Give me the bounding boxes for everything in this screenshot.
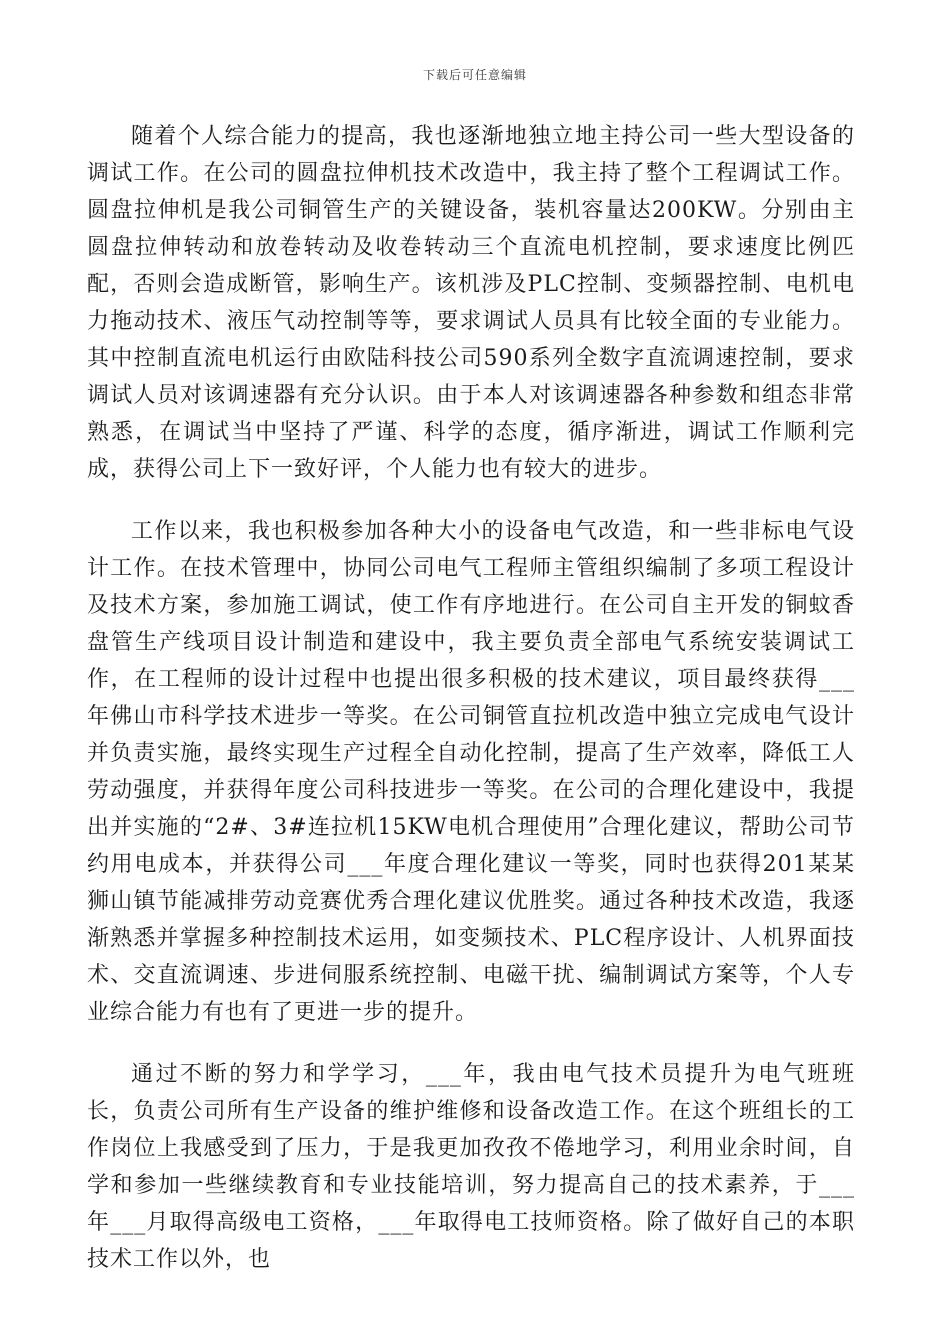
paragraph-3: 通过不断的努力和学学习，___年，我由电气技术员提升为电气班班长，负责公司所有生产设备的维护维修和设备改造工作。在这个班组长的工作岗位上我感受到了压力，于是我更加孜孜不倦地学习，利用业余时间，自学和参加一些继续教育和专业技能培训，努力提高自己的技术素养，于___年___月取得高级电工资格，___年取得电工技师资格。除了做好自己的本职技术工作以外，也 [87,1062,855,1272]
paragraph-2: 工作以来，我也积极参加各种大小的设备电气改造，和一些非标电气设计工作。在技术管理中，协同公司电气工程师主管组织编制了多项工程设计及技术方案，参加施工调试，使工作有序地进行。在公司自主开发的铜蚊香盘管生产线项目设计制造和建设中，我主要负责全部电气系统安装调试工作，在工程师的设计过程中也提出很多积极的技术建议，项目最终获得___年佛山市科学技术进步一等奖。在公司铜管直拉机改造中独立完成电气设计并负责实施，最终实现生产过程全自动化控制，提高了生产效率，降低工人劳动强度，并获得年度公司科技进步一等奖。在公司的合理化建设中，我提出并实施的“2#、3#连拉机15KW电机合理使用”合理化建议，帮助公司节约用电成本，并获得公司___年度合理化建议一等奖，同时也获得201某某狮山镇节能减排劳动竞赛优秀合理化建议优胜奖。通过各种技术改造，我逐渐熟悉并掌握多种控制技术运用，如变频技术、PLC程序设计、人机界面技术、交直流调速、步进伺服系统控制、电磁干扰、编制调试方案等，个人专业综合能力有也有了更进一步的提升。 [87,519,855,1025]
page-header: 下载后可任意编辑 [422,68,527,82]
document-body [87,118,855,1303]
paragraph-1: 随着个人综合能力的提高，我也逐渐地独立地主持公司一些大型设备的调试工作。在公司的圆盘拉伸机技术改造中，我主持了整个工程调试工作。圆盘拉伸机是我公司铜管生产的关键设备，装机容量达200KW。分别由主圆盘拉伸转动和放卷转动及收卷转动三个直流电机控制，要求速度比例匹配，否则会造成断管，影响生产。该机涉及PLC控制、变频器控制、电机电力拖动技术、液压气动控制等等，要求调试人员具有比较全面的专业能力。其中控制直流电机运行由欧陆科技公司590系列全数字直流调速控制，要求调试人员对该调速器有充分认识。由于本人对该调速器各种参数和组态非常熟悉，在调试当中坚持了严谨、科学的态度，循序渐进，调试工作顺利完成，获得公司上下一致好评，个人能力也有较大的进步。 [87,124,855,482]
